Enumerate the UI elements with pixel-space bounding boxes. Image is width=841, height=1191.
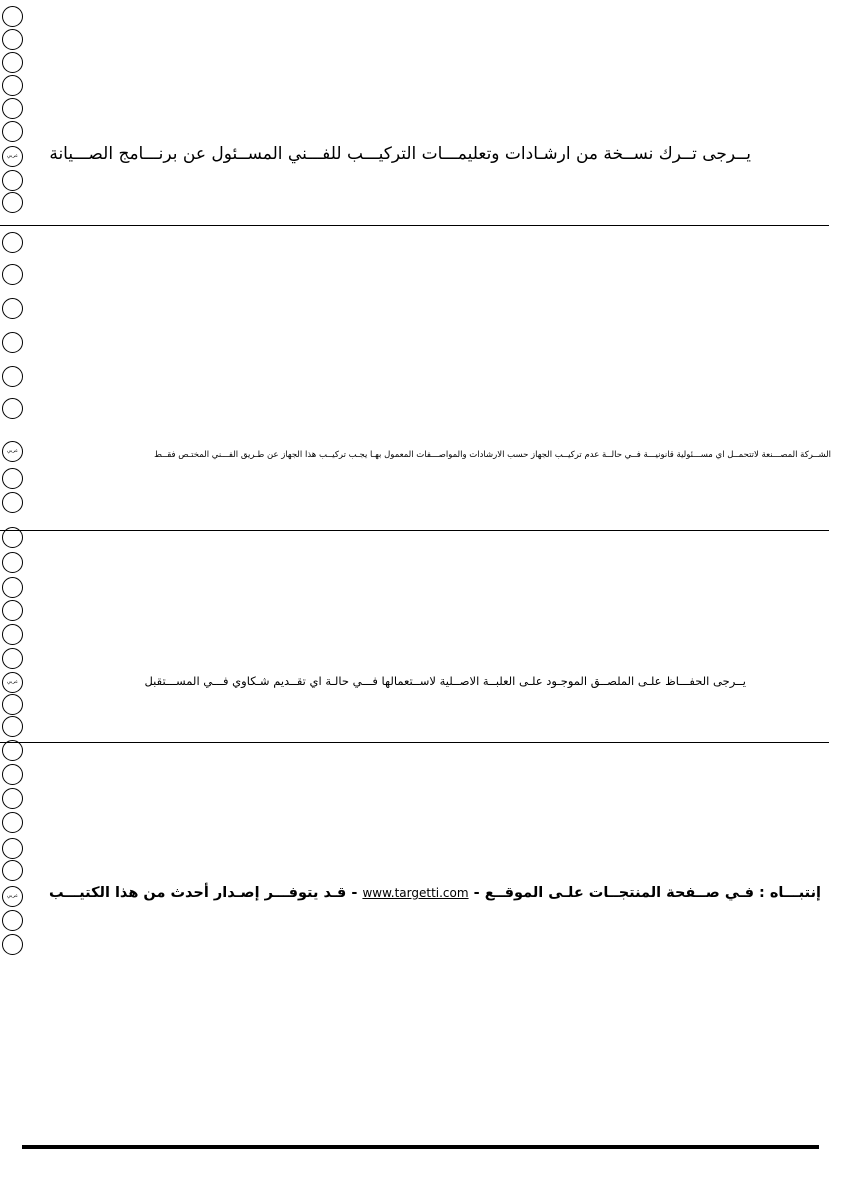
binder-hole [2,934,23,955]
binder-hole [2,298,23,319]
section-divider [0,530,829,531]
binder-hole [2,740,23,761]
binder-hole [2,648,23,669]
binder-hole [2,468,23,489]
binder-hole [2,492,23,513]
binder-hole [2,860,23,881]
binder-hole [2,552,23,573]
binder-hole [2,624,23,645]
binder-hole [2,29,23,50]
binder-hole [2,232,23,253]
binder-hole [2,52,23,73]
section-divider [0,742,829,743]
notice-pre-link: فـي صــفحة المنتجــات علـى الموقــع - [473,885,754,901]
footer-bar [22,1145,819,1149]
section-divider [0,225,829,226]
binder-hole [2,6,23,27]
binder-hole [2,600,23,621]
instruction-line-1: يــرجى تــرك نســخة من ارشـادات وتعليمـــات التركيـــب للفـــني المســئول عن برنـــامج الصـــيانة [49,144,751,164]
binder-hole [2,398,23,419]
binder-hole [2,764,23,785]
binder-hole [2,146,23,167]
binder-hole [2,441,23,462]
binder-hole [2,98,23,119]
binder-hole [2,577,23,598]
notice-label: إنتبـــاه : [759,885,821,901]
binder-hole [2,332,23,353]
instruction-line-2: الشــركة المصـــنعة لاتتحمــل اي مســـئولية قانونيـــة فــي حالــة عدم تركيــب الجهاز حسب الارشادات والمواصـــفات المعمول بهـا يجـب تركيــب هذا الجهاز عن طـريق الفـــني المختـص فقــط [154,450,831,460]
binder-hole [2,788,23,809]
binder-hole [2,812,23,833]
binder-hole [2,838,23,859]
binder-hole [2,264,23,285]
binder-hole [2,366,23,387]
binder-hole [2,886,23,907]
website-link[interactable]: www.targetti.com [362,886,469,900]
binder-tab-label: عربي [6,153,19,159]
binder-tab-label: عربي [6,448,19,454]
binder-hole [2,672,23,693]
binder-hole [2,170,23,191]
binder-tab-label: عربي [6,679,19,685]
binder-hole [2,716,23,737]
binder-hole [2,192,23,213]
binder-hole [2,694,23,715]
binder-hole [2,910,23,931]
binder-hole [2,121,23,142]
binder-tab-label: عربي [6,893,19,899]
instruction-line-3: يــرجى الحفـــاظ علـى الملصــق الموجـود علـى العلبــة الاصــلية لاســتعمالها فـــي حالـة اي تقــديم شـكاوي فـــي المســـتقبل [144,674,746,688]
notice-line [49,885,821,901]
notice-post-link: - قـد يتوفـــر إصـدار أحدث من هذا الكتيـــب [49,885,358,901]
binder-hole [2,75,23,96]
